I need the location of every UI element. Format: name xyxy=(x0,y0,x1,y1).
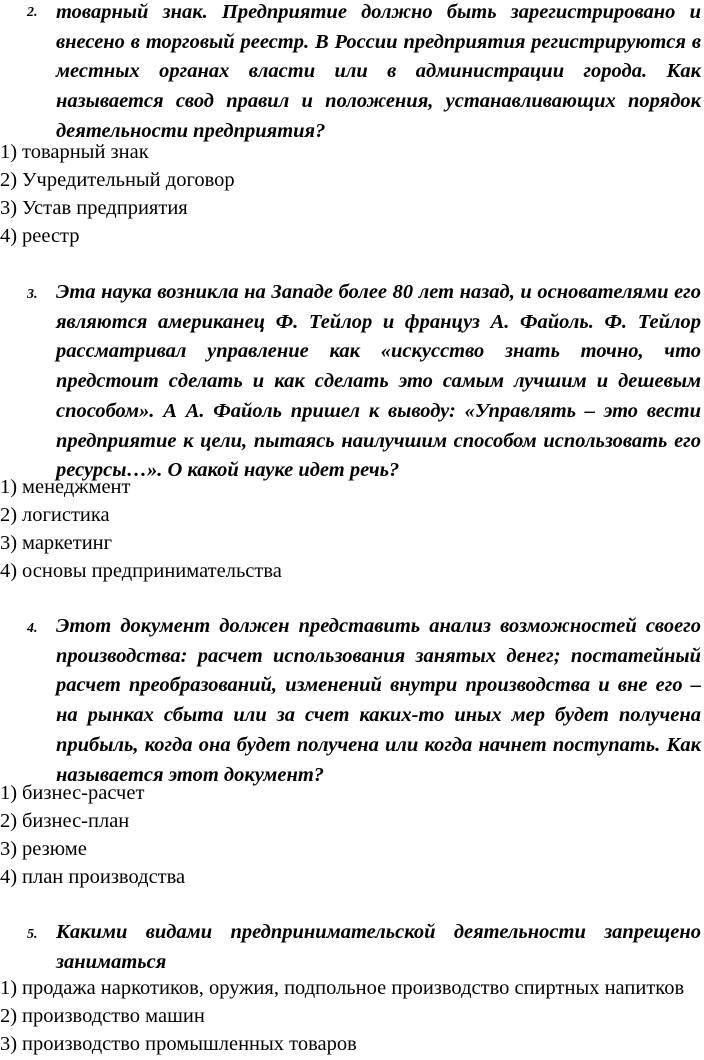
answer-option: 1) продажа наркотиков, оружия, подпольное производство спиртных напитков xyxy=(0,977,685,999)
question-number: 5. xyxy=(27,927,38,942)
answer-option: 1) бизнес-расчет xyxy=(0,782,145,804)
answer-option: 4) план производства xyxy=(0,866,186,888)
answer-option: 3) маркетинг xyxy=(0,532,113,554)
question-text: Этот документ должен представить анализ возможностей своего производства: расчет использования занятых денег; постатейный расчет преобразований, изменений внутри производства и вне его – на рынках сбыта или за счет каких-то иных мер будет получена прибыль, когда она будет получена или когда начнет поступать. Как называется этот документ? xyxy=(56,615,701,786)
answer-option: 3) производство промышленных товаров xyxy=(0,1033,357,1055)
question-text: Какими видами предпринимательской деятельности запрещено заниматься xyxy=(56,921,701,973)
answer-option: 3) резюме xyxy=(0,838,87,860)
question-text: Эта наука возникла на Западе более 80 лет назад, и основателями его являются американец Ф. Тейлор и француз А. Файоль. Ф. Тейлор рассматривал управление как «искусство знать точно, что предстоит сделать и как сделать это самым лучшим и дешевым способом». А А. Файоль пришел к выводу: «Управлять – это вести предприятие к цели, пытаясь наилучшим способом использовать его ресурсы…». О какой науке идет речь? xyxy=(56,281,701,482)
question-number: 2. xyxy=(27,5,38,20)
question-text: товарный знак. Предприятие должно быть зарегистрировано и внесено в торговый реестр. В России предприятия регистрируются в местных органах власти или в администрации города. Как называется свод правил и положения, устанавливающих порядок деятельности предприятия? xyxy=(56,1,701,142)
answer-option: 2) бизнес-план xyxy=(0,810,130,832)
answer-option: 4) реестр xyxy=(0,225,80,247)
question-number: 4. xyxy=(27,621,38,636)
answer-option: 4) основы предпринимательства xyxy=(0,560,282,582)
answer-option: 2) Учредительный договор xyxy=(0,169,235,191)
answer-option: 2) логистика xyxy=(0,504,110,526)
question-number: 3. xyxy=(27,287,38,302)
answer-option: 1) менеджмент xyxy=(0,476,131,498)
answer-option: 2) производство машин xyxy=(0,1005,205,1027)
answer-option: 1) товарный знак xyxy=(0,141,149,163)
answer-option: 3) Устав предприятия xyxy=(0,197,188,219)
